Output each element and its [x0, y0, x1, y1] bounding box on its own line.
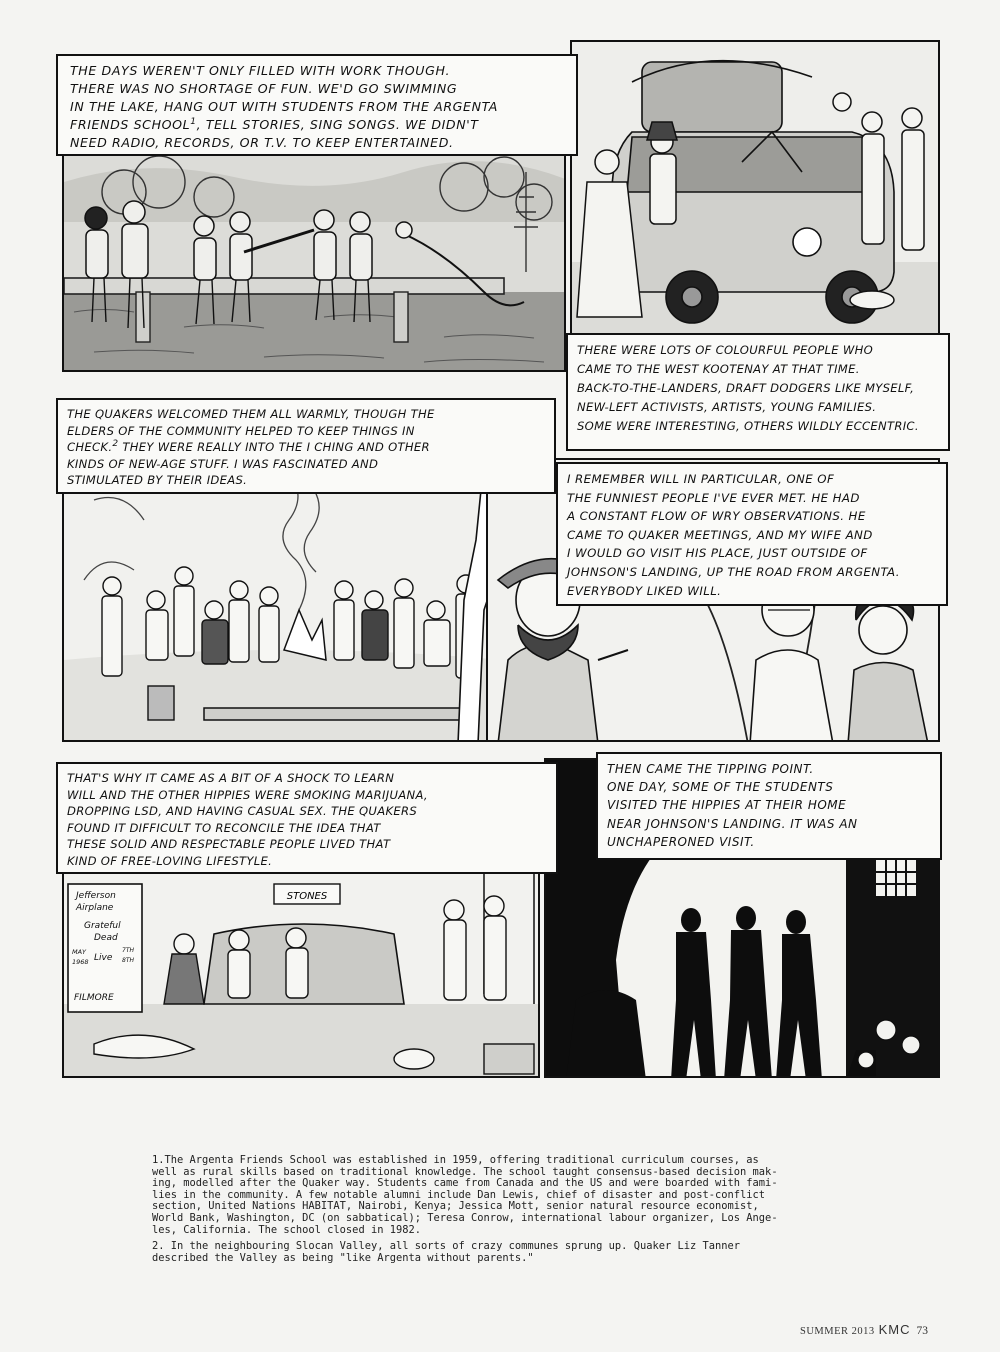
footnote-line: ing, modelled after the Quaker way. Students came from Canada and the US and were boarded with fami- [152, 1177, 778, 1190]
footnote-line: les, California. The school closed in 1982. [152, 1223, 421, 1236]
footnote-line: section, United Nations HABITAT, Nairobi, Kenya; Jessica Mott, senior natural resource economist, [152, 1200, 759, 1213]
folio-magazine: KMC [878, 1322, 911, 1337]
caption-shock-to-learn [56, 762, 558, 874]
folio-page-number: 73 [916, 1325, 929, 1337]
footnote-1 [152, 1155, 922, 1236]
caption-line: THE DAYS WEREN'T ONLY FILLED WITH WORK THOUGH. [70, 63, 451, 78]
caption-line: WILL AND THE OTHER HIPPIES WERE SMOKING MARIJUANA, [67, 787, 428, 802]
caption-line: THE QUAKERS WELCOMED THEM ALL WARMLY, THOUGH THE [67, 407, 435, 421]
panel-lake-swimming [62, 150, 566, 372]
poster-line-10: FILMORE [74, 993, 114, 1003]
caption-line: FOUND IT DIFFICULT TO RECONCILE THE IDEA THAT [67, 820, 381, 835]
hippie-house-art [64, 854, 540, 1078]
campfire-art [64, 460, 502, 742]
vw-bus-art [572, 42, 940, 338]
caption-line: NEED RADIO, RECORDS, OR T.V. TO KEEP ENTERTAINED. [70, 135, 454, 150]
caption-line: DROPPING LSD, AND HAVING CASUAL SEX. THE QUAKERS [67, 804, 417, 819]
caption-fragment: FRIENDS SCHOOL [70, 117, 191, 132]
caption-tipping-point [596, 752, 942, 860]
caption-remember-will [556, 462, 948, 606]
stones-sign-text: STONES [286, 891, 328, 902]
folio-season: SUMMER 2013 [800, 1326, 875, 1337]
caption-quakers-welcomed [56, 398, 556, 494]
caption-line: VISITED THE HIPPIES AT THEIR HOME [607, 798, 847, 813]
poster-line-8: 7TH [122, 947, 134, 954]
page-folio [800, 1321, 928, 1339]
footnote-line: 2. In the neighbouring Slocan Valley, all sorts of crazy communes sprung up. Quaker Liz Tanner [152, 1240, 741, 1253]
caption-line: ELDERS OF THE COMMUNITY HELPED TO KEEP THINGS IN [67, 423, 415, 438]
caption-line: THESE SOLID AND RESPECTABLE PEOPLE LIVED THAT [67, 837, 391, 852]
caption-line: CAME TO QUAKER MEETINGS, AND MY WIFE AND [567, 527, 873, 542]
caption-line: UNCHAPERONED VISIT. [607, 834, 755, 849]
poster-line-5: MAY [72, 948, 87, 956]
caption-line [70, 116, 567, 134]
caption-line: BACK-TO-THE-LANDERS, DRAFT DODGERS LIKE MYSELF, [577, 381, 915, 395]
footnote-ref-2: 2 [112, 439, 119, 450]
caption-line: THE FUNNIEST PEOPLE I'VE EVER MET. HE HAD [567, 490, 860, 505]
caption-line: THERE WERE LOTS OF COLOURFUL PEOPLE WHO [577, 343, 874, 357]
poster-line-3: Grateful [84, 921, 121, 931]
footnote-line: described the Valley as being "like Argenta without parents." [152, 1251, 534, 1264]
caption-days-of-fun [56, 54, 578, 156]
caption-line: I REMEMBER WILL IN PARTICULAR, ONE OF [567, 472, 835, 486]
caption-line: NEW-LEFT ACTIVISTS, ARTISTS, YOUNG FAMILIES. [577, 400, 877, 414]
lake-scene-art [64, 152, 566, 372]
caption-line: A CONSTANT FLOW OF WRY OBSERVATIONS. HE [567, 509, 866, 524]
poster-line-9: 8TH [122, 957, 134, 964]
caption-line: ONE DAY, SOME OF THE STUDENTS [607, 780, 834, 795]
footnote-ref-1: 1 [190, 116, 197, 127]
caption-line: I WOULD GO VISIT HIS PLACE, JUST OUTSIDE OF [567, 546, 868, 561]
caption-colourful-people [566, 333, 950, 451]
caption-line: EVERYBODY LIKED WILL. [567, 583, 722, 598]
caption-fragment: CHECK. [67, 440, 113, 454]
caption-line: STIMULATED BY THEIR IDEAS. [67, 473, 248, 487]
caption-line: KIND OF FREE-LOVING LIFESTYLE. [67, 853, 273, 868]
caption-line: IN THE LAKE, HANG OUT WITH STUDENTS FROM THE ARGENTA [70, 99, 498, 114]
panel-vw-bus [570, 40, 940, 338]
caption-line: SOME WERE INTERESTING, OTHERS WILDLY ECCENTRIC. [577, 419, 919, 433]
caption-fragment: THEY WERE REALLY INTO THE I CHING AND OTHER [118, 440, 430, 454]
caption-line: THEN CAME THE TIPPING POINT. [607, 762, 814, 776]
footnotes [152, 1155, 922, 1269]
caption-line: JOHNSON'S LANDING, UP THE ROAD FROM ARGENTA. [567, 564, 900, 579]
footnote-2 [152, 1241, 922, 1264]
poster-line-4: Dead [94, 933, 118, 943]
poster-line-6: 1968 [72, 958, 89, 966]
caption-line: NEAR JOHNSON'S LANDING. IT WAS AN [607, 816, 858, 831]
poster-line-2: Airplane [76, 903, 114, 913]
footnote-line: 1.The Argenta Friends School was established in 1959, offering traditional curriculum courses, as [152, 1154, 759, 1166]
caption-line: THERE WAS NO SHORTAGE OF FUN. WE'D GO SWIMMING [70, 81, 458, 96]
footnote-line: well as rural skills based on traditional knowledge. The school taught consensus-based decision mak- [152, 1165, 778, 1178]
caption-fragment: , TELL STORIES, SING SONGS. WE DIDN'T [196, 117, 479, 132]
panel-hippie-house [62, 852, 540, 1078]
poster-line-1: Jefferson [76, 891, 116, 901]
poster-line-7: Live [94, 953, 113, 963]
caption-line: KINDS OF NEW-AGE STUFF. I WAS FASCINATED AND [67, 456, 379, 471]
footnote-line: World Bank, Washington, DC (on sabbatical); Teresa Conrow, international labour organizer, Los Ange- [152, 1211, 778, 1224]
caption-line: THAT'S WHY IT CAME AS A BIT OF A SHOCK TO LEARN [67, 771, 395, 785]
caption-line: CAME TO THE WEST KOOTENAY AT THAT TIME. [577, 362, 860, 376]
panel-campfire [62, 458, 502, 742]
footnote-line: lies in the community. A few notable alumni include Dan Lewis, chief of disaster and post-conflict [152, 1188, 766, 1201]
caption-line [67, 439, 545, 456]
